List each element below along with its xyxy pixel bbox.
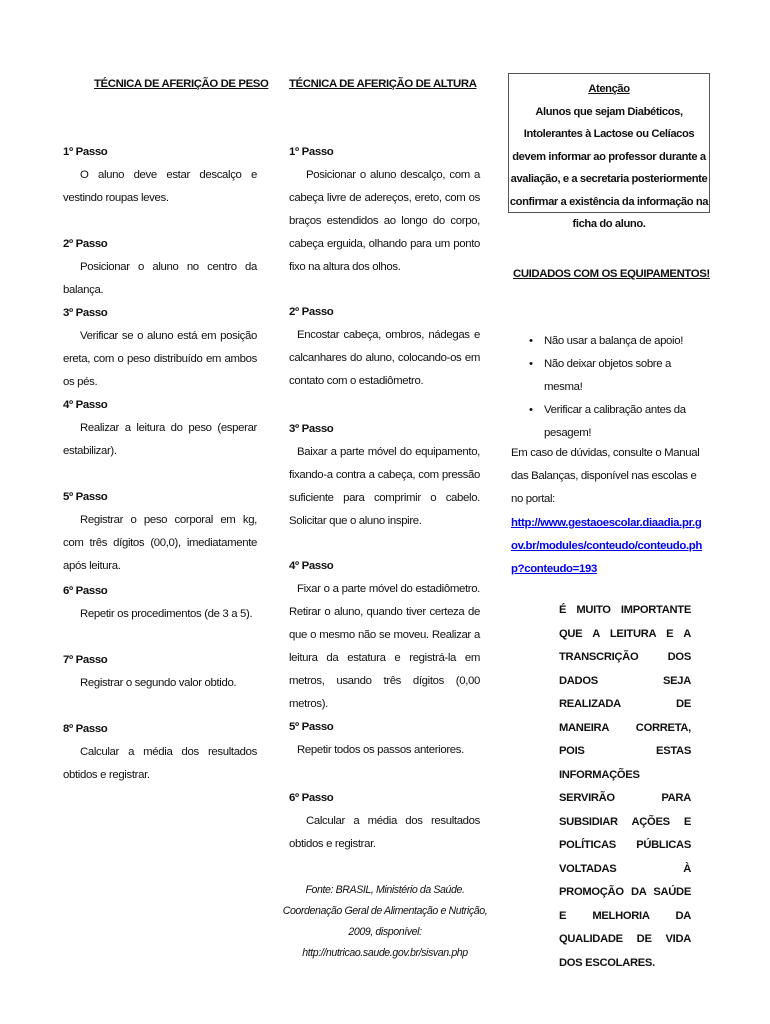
altura-heading: TÉCNICA DE AFERIÇÃO DE ALTURA	[289, 78, 477, 90]
bullet-icon: •	[529, 358, 533, 370]
step-title: 1º Passo	[63, 146, 108, 158]
step-text: Baixar a parte móvel do equipamento, fixando-a contra a cabeça, com pressão suficiente para comprimir o cabelo. Solicitar que o aluno inspire.	[289, 446, 480, 527]
step-text: Calcular a média dos resultados obtidos e registrar.	[289, 815, 480, 850]
step-text: Verificar se o aluno está em posição ereta, com o peso distribuído em ambos os pés.	[63, 330, 257, 388]
step-text: Encostar cabeça, ombros, nádegas e calcanhares do aluno, colocando-os em contato com o estadiômetro.	[289, 329, 480, 387]
step-title: 6º Passo	[63, 585, 108, 597]
step-text: Posicionar o aluno no centro da balança.	[63, 261, 257, 296]
peso-step-1	[63, 141, 257, 210]
source-citation: Fonte: BRASIL, Ministério da Saúde. Coordenação Geral de Alimentação e Nutrição, 2009, disponível: http://nutricao.saude.gov.br/sisvan.php	[282, 884, 488, 959]
peso-step-5	[63, 486, 257, 578]
step-title: 7º Passo	[63, 654, 108, 666]
attention-title: Atenção	[588, 83, 630, 95]
step-title: 8º Passo	[63, 723, 108, 735]
step-text: Repetir os procedimentos (de 3 a 5).	[80, 608, 253, 620]
important-notice: É MUITO IMPORTANTE QUE A LEITURA E A TRANSCRIÇÃO DOS DADOS SEJA REALIZADA DE MANEIRA CORRETA, POIS ESTAS INFORMAÇÕES SERVIRÃO PARA SUBSIDIAR AÇÕES E POLÍTICAS PÚBLICAS VOLTADAS À PROMOÇÃO DA SAÚDE E MELHORIA DA QUALIDADE DE VIDA DOS ESCOLARES.	[559, 604, 691, 969]
peso-step-8	[63, 718, 257, 787]
step-title: 5º Passo	[63, 491, 108, 503]
step-title: 4º Passo	[63, 399, 108, 411]
bullet-icon: •	[529, 404, 533, 416]
step-title: 3º Passo	[63, 307, 108, 319]
altura-step-3	[289, 418, 480, 533]
care-list	[511, 330, 711, 445]
step-title: 4º Passo	[289, 560, 334, 572]
step-title: 1º Passo	[289, 146, 334, 158]
step-title: 5º Passo	[289, 721, 334, 733]
peso-step-6	[63, 580, 257, 626]
step-text: Calcular a média dos resultados obtidos e registrar.	[63, 746, 257, 781]
step-text: O aluno deve estar descalço e vestindo roupas leves.	[63, 169, 257, 204]
altura-step-1	[289, 141, 480, 279]
peso-step-3	[63, 302, 257, 394]
step-text: Posicionar o aluno descalço, com a cabeça livre de adereços, ereto, com os braços estendidos ao longo do corpo, cabeça erguida, olhando para um ponto fixo na altura dos olhos.	[289, 169, 480, 273]
doubt-text: Em caso de dúvidas, consulte o Manual das Balanças, disponível nas escolas e no portal:	[511, 447, 700, 505]
attention-text: Alunos que sejam Diabéticos, Intolerantes à Lactose ou Celíacos devem informar ao professor durante a avaliação, e a secretaria posteriormente confirmar a existência da informação na ficha do aluno.	[509, 105, 709, 230]
step-text: Repetir todos os passos anteriores.	[297, 744, 464, 756]
step-text: Registrar o segundo valor obtido.	[80, 677, 237, 689]
step-title: 3º Passo	[289, 423, 334, 435]
portal-link[interactable]: http://www.gestaoescolar.diaadia.pr.gov.br/modules/conteudo/conteudo.php?conteudo=193	[511, 517, 703, 575]
attention-box	[508, 73, 710, 230]
altura-step-4	[289, 555, 480, 716]
altura-step-5	[289, 716, 480, 762]
bullet-icon: •	[529, 335, 533, 347]
peso-step-7	[63, 649, 257, 695]
peso-step-4	[63, 394, 257, 463]
step-title: 2º Passo	[63, 238, 108, 250]
altura-step-6	[289, 787, 480, 856]
step-text: Fixar o a parte móvel do estadiômetro. Retirar o aluno, quando tiver certeza de que o mesmo não se moveu. Realizar a leitura da estatura e registrá-la em metros, usando três dígitos (0,00 metros).	[289, 583, 480, 710]
step-title: 6º Passo	[289, 792, 334, 804]
list-item: • Verificar a calibração antes da pesagem!	[511, 399, 711, 445]
peso-heading: TÉCNICA DE AFERIÇÃO DE PESO	[94, 78, 269, 90]
list-item: • Não usar a balança de apoio!	[511, 330, 711, 353]
care-heading: CUIDADOS COM OS EQUIPAMENTOS!	[513, 268, 710, 280]
altura-step-2	[289, 301, 480, 393]
step-text: Registrar o peso corporal em kg, com três dígitos (00,0), imediatamente após leitura.	[63, 514, 257, 572]
step-text: Realizar a leitura do peso (esperar estabilizar).	[63, 422, 257, 457]
step-title: 2º Passo	[289, 306, 334, 318]
list-item: • Não deixar objetos sobre a mesma!	[511, 353, 711, 399]
peso-step-2	[63, 233, 257, 302]
